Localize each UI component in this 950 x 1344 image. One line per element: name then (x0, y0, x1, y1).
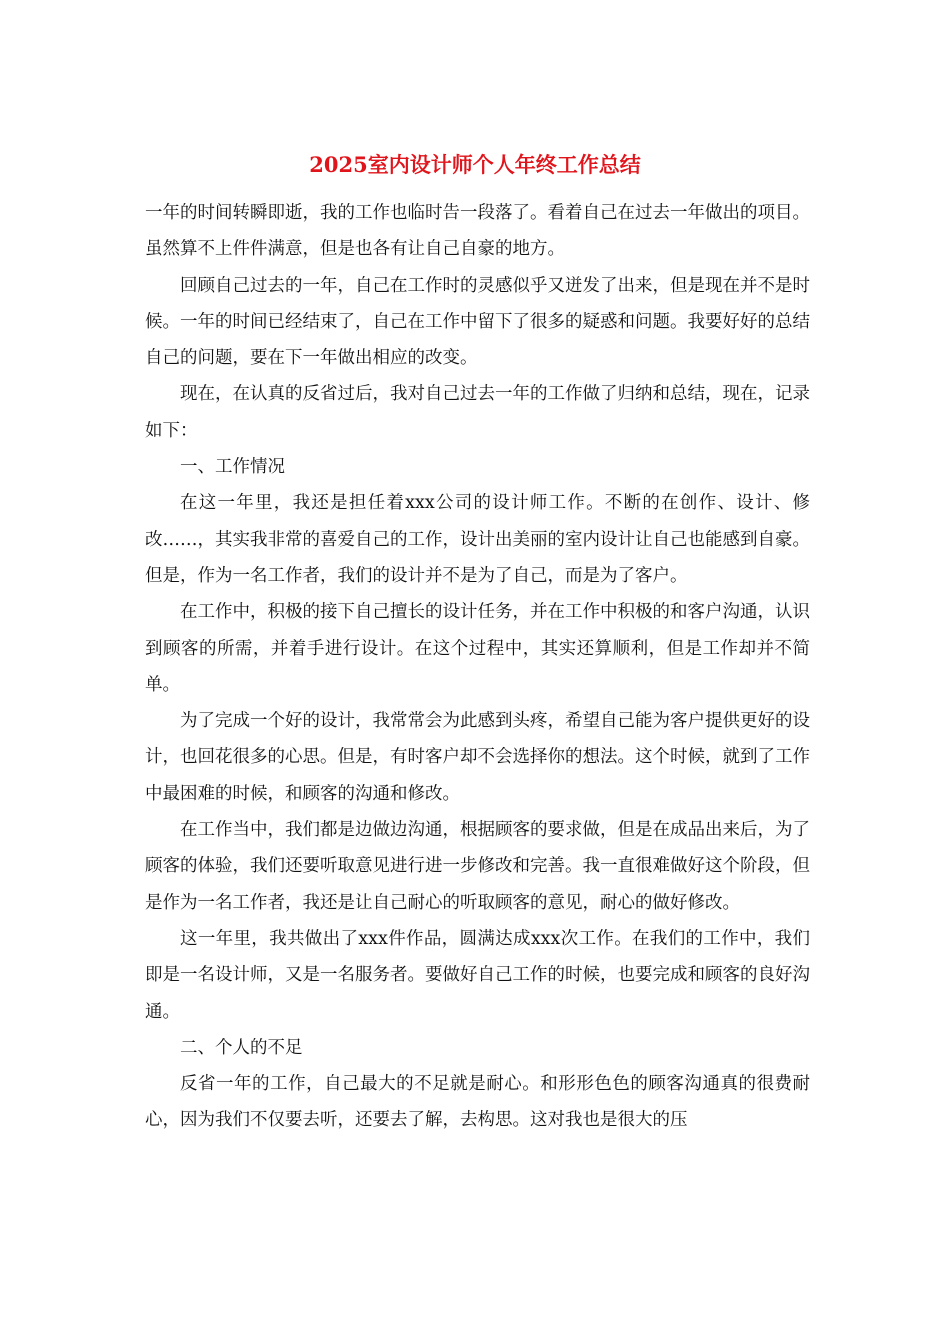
paragraph-work-process: 在工作当中，我们都是边做边沟通，根据顾客的要求做，但是在成品出来后，为了顾客的体验，我们还要听取意见进行进一步修改和完善。我一直很难做好这个阶段，但是作为一名工作者，我还是让自己耐心的听取顾客的意见，耐心的做好修改。 (145, 820, 810, 913)
paragraph-work-tasks: 在工作中，积极的接下自己擅长的设计任务，并在工作中积极的和客户沟通，认识到顾客的所需，并着手进行设计。在这个过程中，其实还算顺利，但是工作却并不简单。 (145, 602, 810, 695)
paragraph-work-role: 在这一年里，我还是担任着xxx公司的设计师工作。不断的在创作、设计、修改……，其实我非常的喜爱自己的工作，设计出美丽的室内设计让自己也能感到自豪。但是，作为一名工作者，我们的设计并不是为了自己，而是为了客户。 (145, 493, 810, 586)
paragraph-intro: 一年的时间转瞬即逝，我的工作也临时告一段落了。看着自己在过去一年做出的项目。虽然算不上件件满意，但是也各有让自己自豪的地方。 (145, 203, 810, 260)
section-heading-shortcomings: 二、个人的不足 (180, 1037, 303, 1058)
paragraph-work-results: 这一年里，我共做出了xxx件作品，圆满达成xxx次工作。在我们的工作中，我们即是一名设计师，又是一名服务者。要做好自己工作的时候，也要完成和顾客的良好沟通。 (145, 928, 810, 1022)
section-heading-work: 一、工作情况 (180, 457, 285, 478)
paragraph-review: 回顾自己过去的一年，自己在工作时的灵感似乎又迸发了出来，但是现在并不是时候。一年的时间已经结束了，自己在工作中留下了很多的疑惑和问题。我要好好的总结自己的问题，要在下一年做出相应的改变。 (145, 275, 810, 369)
paragraph-shortcomings: 反省一年的工作，自己最大的不足就是耐心。和形形色色的顾客沟通真的很费耐心，因为我们不仅要去听，还要去了解，去构思。这对我也是很大的压 (145, 1074, 810, 1131)
paragraph-work-difficulty: 为了完成一个好的设计，我常常会为此感到头疼，希望自己能为客户提供更好的设计，也回花很多的心思。但是，有时客户却不会选择你的想法。这个时候，就到了工作中最困难的时候，和顾客的沟通和修改。 (145, 711, 810, 804)
document-body (145, 195, 810, 1139)
paragraph-summary-intro: 现在，在认真的反省过后，我对自己过去一年的工作做了归纳和总结，现在，记录如下： (145, 384, 810, 441)
document-title: 2025室内设计师个人年终工作总结 (309, 152, 641, 177)
